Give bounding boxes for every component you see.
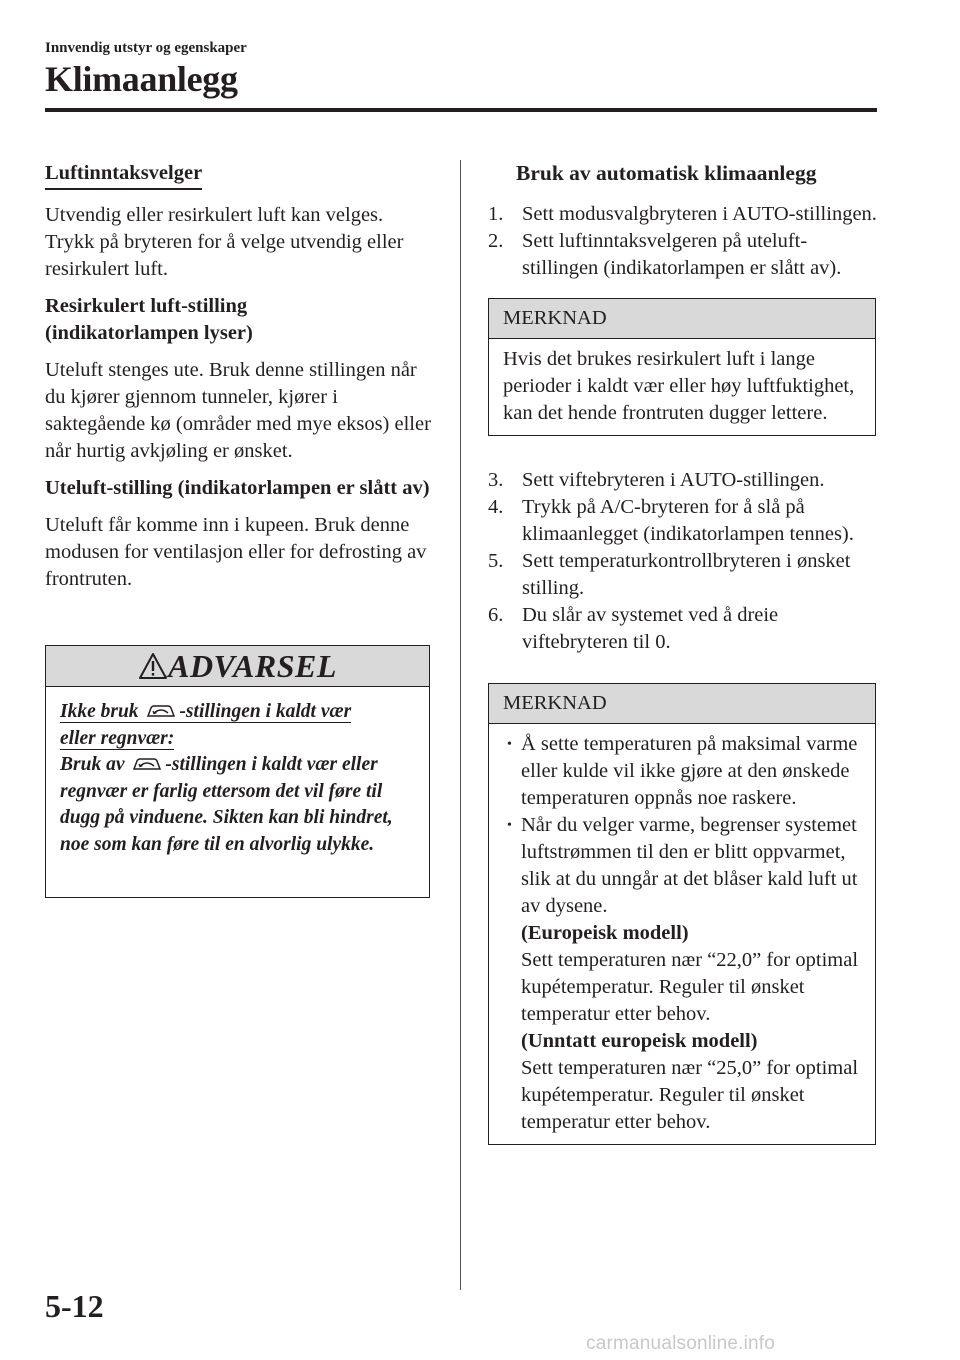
recirc-heading: [45, 293, 437, 347]
recirculation-icon: [144, 702, 178, 720]
section-label: Innvendig utstyr og egenskaper: [45, 40, 247, 56]
eu-model-label: (Europeisk modell): [521, 922, 689, 944]
steps-list-a: [488, 201, 880, 282]
header-rule: [45, 108, 877, 112]
note-1-text: Hvis det brukes resirkulert luft i lange perioder i kaldt vær eller høy luftfuktighet, kan det hende frontruten dugger lettere.: [503, 348, 855, 424]
bullet-text: Når du velger varme, begrenser systemet luftstrømmen til den er blitt oppvarmet, slik at du unngår at det blåser kald luft ut av dysene.: [521, 814, 858, 917]
step-number: 3.: [488, 469, 504, 491]
non-eu-model-label: (Unntatt europeisk modell): [521, 1030, 758, 1052]
step-item: [488, 548, 880, 602]
column-divider: [460, 160, 461, 1290]
left-column: [45, 160, 437, 603]
warning-box: [45, 645, 430, 898]
right-column: [488, 160, 880, 1145]
warning-line2: eller regnvær:: [60, 727, 175, 749]
step-number: 2.: [488, 230, 504, 252]
eu-model-text: Sett temperaturen nær “22,0” for optimal kupétemperatur. Reguler til ønsket temperatur etter behov.: [521, 949, 859, 1025]
recirculation-icon: [130, 755, 164, 773]
note-2-title: MERKNAD: [489, 684, 875, 724]
note-2-bullets: [503, 731, 861, 1136]
non-eu-model-text: Sett temperaturen nær “25,0” for optimal kupétemperatur. Reguler til ønsket temperatur etter behov.: [521, 1057, 859, 1133]
step-number: 6.: [488, 604, 504, 626]
warning-body-pre: Bruk av: [60, 754, 130, 776]
air-intake-intro: Utvendig eller resirkulert luft kan velges. Trykk på bryteren for å velge utvendig eller resirkulert luft.: [45, 204, 404, 280]
step-item: [488, 201, 880, 228]
outside-air-heading: Uteluft-stilling (indikatorlampen er slått av): [45, 477, 430, 499]
auto-climate-heading: Bruk av automatisk klimaanlegg: [516, 161, 817, 185]
warning-line1-post: -stillingen i kaldt vær: [179, 701, 352, 722]
watermark: carmanualsonline.info: [586, 1333, 776, 1354]
chapter-title: Klimaanlegg: [45, 59, 238, 99]
note-1-title: MERKNAD: [489, 299, 875, 339]
step-text: Sett luftinntaksvelgeren på uteluft-stillingen (indikatorlampen er slått av).: [522, 230, 842, 279]
bullet-item: [503, 812, 861, 1136]
step-number: 5.: [488, 550, 504, 572]
step-number: 1.: [488, 203, 504, 225]
steps-list-b: [488, 467, 880, 656]
step-item: [488, 228, 880, 282]
recirc-heading-line1: Resirkulert luft-stilling: [45, 295, 248, 317]
step-item: [488, 494, 880, 548]
step-text: Sett temperaturkontrollbryteren i ønsket stilling.: [522, 550, 851, 599]
warning-triangle-icon: [138, 652, 168, 680]
warning-lead: [60, 701, 351, 723]
step-text: Sett viftebryteren i AUTO-stillingen.: [522, 469, 825, 491]
recirc-text: Uteluft stenges ute. Bruk denne stillingen når du kjører gjennom tunneler, kjører i saktegående kø (områder med mye eksos) eller når hurtig avkjøling er ønsket.: [45, 359, 431, 462]
step-text: Sett modusvalgbryteren i AUTO-stillingen.: [522, 203, 877, 225]
page-number: 5-12: [45, 1288, 104, 1324]
warning-body-post: -stillingen i kaldt vær eller regnvær er farlig ettersom det vil føre til dugg på vinduene. Sikten kan bli hindret, noe som kan føre til en alvorlig ulykke.: [60, 754, 393, 855]
step-number: 4.: [488, 496, 504, 518]
step-text: Trykk på A/C-bryteren for å slå på klimaanlegget (indikatorlampen tennes).: [522, 496, 854, 545]
step-text: Du slår av systemet ved å dreie viftebryteren til 0.: [522, 604, 779, 653]
bullet-dot-icon: •: [507, 818, 512, 833]
step-item: [488, 467, 880, 494]
note-2-body: [489, 724, 875, 1144]
air-intake-heading: Luftinntaksvelger: [45, 160, 202, 190]
note-box-2: [488, 683, 876, 1145]
outside-air-text: Uteluft får komme inn i kupeen. Bruk denne modusen for ventilasjon eller for defrosting av frontruten.: [45, 514, 427, 590]
warning-header: [46, 646, 429, 687]
bullet-dot-icon: •: [507, 737, 512, 752]
note-box-1: [488, 298, 876, 436]
bullet-item: [503, 731, 861, 812]
warning-line1-pre: Ikke bruk: [60, 701, 144, 722]
warning-title: ADVARSEL: [168, 647, 337, 684]
step-item: [488, 602, 880, 656]
bullet-text: Å sette temperaturen på maksimal varme eller kulde vil ikke gjøre at den ønskede temperaturen oppnås noe raskere.: [521, 733, 858, 809]
warning-body: [46, 687, 429, 859]
recirc-heading-line2: (indikatorlampen lyser): [45, 322, 253, 344]
